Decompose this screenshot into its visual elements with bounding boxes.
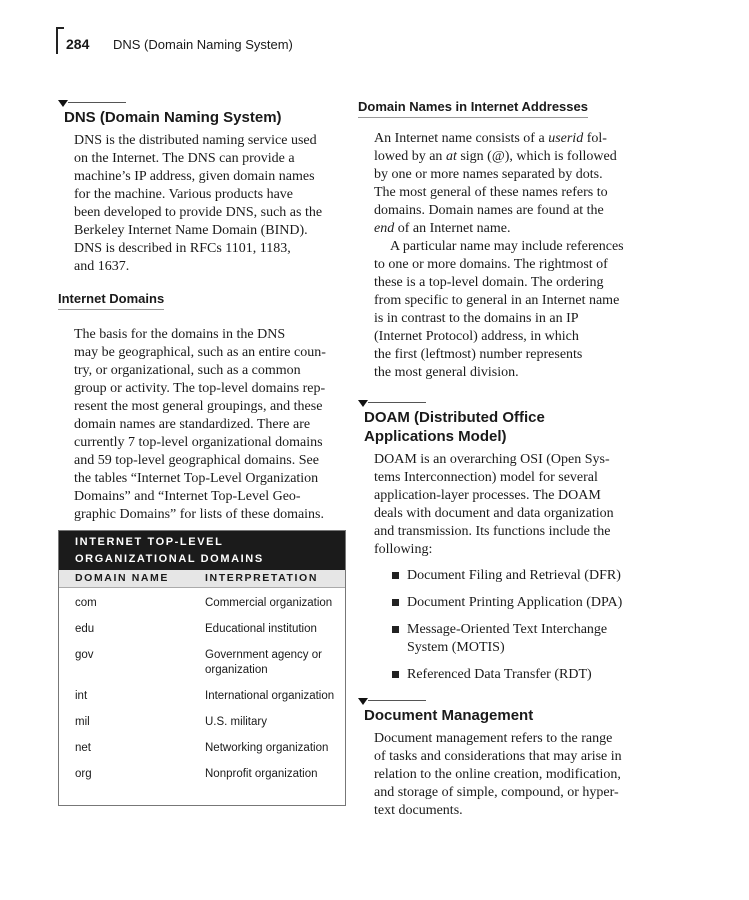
text-line: Domains” and “Internet Top-Level Geo- (74, 489, 301, 504)
table-title-line: ORGANIZATIONAL DOMAINS (75, 553, 264, 565)
heading-line: Applications Model) (364, 428, 507, 445)
cell-interpretation: Commercial organization (205, 597, 333, 609)
list-item-text: Referenced Data Transfer (RDT) (407, 667, 592, 682)
triangle-icon (58, 100, 68, 107)
table-row (59, 767, 345, 782)
text-line: (Internet Protocol) address, in which (374, 329, 579, 344)
cell-interpretation: U.S. military (205, 716, 267, 728)
text-line: DOAM is an overarching OSI (Open Sys- (374, 452, 610, 467)
text-line: may be geographical, such as an entire coun- (74, 345, 326, 360)
internet-domains-heading-wrap (58, 290, 348, 310)
document-management-heading: Document Management (364, 707, 534, 724)
text-line (374, 220, 643, 238)
list-item-text: System (MOTIS) (407, 640, 505, 655)
text-line: and transmission. Its functions include the (374, 524, 611, 539)
section-marker (58, 98, 348, 108)
table-row (59, 741, 345, 756)
text-emphasis: userid (548, 131, 584, 146)
text-line: domains. Domain names are found at the (374, 203, 604, 218)
heading-line: DOAM (Distributed Office (364, 409, 545, 426)
text-line: Berkeley Internet Name Domain (BIND). (74, 223, 308, 238)
table-row (59, 715, 345, 730)
text-line: try, or organizational, such as a common (74, 363, 301, 378)
text-line: for the machine. Various products have (74, 187, 294, 202)
cell-domain: int (75, 690, 88, 702)
cell-interpretation: Educational institution (205, 623, 317, 635)
text-line: and 59 top-level geographical domains. See (74, 453, 319, 468)
text-line: and 1637. (74, 259, 130, 274)
text-line: to one or more domains. The rightmost of (374, 257, 608, 272)
text-line: following: (374, 542, 433, 557)
text-line: relation to the online creation, modification, (374, 767, 621, 782)
text-line: resent the most general groupings, and these (74, 399, 323, 414)
triangle-icon (358, 698, 368, 705)
table-title-line: INTERNET TOP-LEVEL (75, 536, 224, 548)
text-line: the most general division. (374, 365, 519, 380)
internet-domains-heading: Internet Domains (58, 291, 164, 310)
text-line: graphic Domains” for lists of these domains. (74, 507, 325, 522)
text-line: application-layer processes. The DOAM (374, 488, 601, 503)
text-line: currently 7 top-level organizational domains (74, 435, 323, 450)
text-line: tems Interconnection) model for several (374, 470, 598, 485)
doam-body (374, 451, 643, 559)
text-line: by one or more names separated by dots. (374, 167, 603, 182)
text-line: deals with document and data organization (374, 506, 614, 521)
list-item (390, 621, 643, 657)
text-emphasis: end (374, 221, 395, 236)
text-line: been developed to provide DNS, such as the (74, 205, 323, 220)
domains-table (58, 530, 346, 806)
list-item-text: Document Filing and Retrieval (DFR) (407, 568, 621, 583)
column-header-interpretation: INTERPRETATION (205, 572, 319, 584)
column-header-domain-name: DOMAIN NAME (75, 572, 170, 584)
text-line: The basis for the domains in the DNS (74, 327, 286, 342)
text-line (374, 130, 643, 148)
cell-interpretation: Government agency or organization (205, 649, 322, 676)
running-header: DNS (Domain Naming System) (113, 37, 293, 52)
text-line: these is a top-level domain. The ordering (374, 275, 604, 290)
table-row (59, 596, 345, 611)
text-line: from specific to general in an Internet name (374, 293, 620, 308)
cell-interpretation: International organization (205, 690, 335, 702)
list-item-text: Message-Oriented Text Interchange (407, 622, 608, 637)
text-line: and storage of simple, compound, or hyper- (374, 785, 619, 800)
text-line: A particular name may include references (390, 239, 624, 254)
domain-names-heading: Domain Names in Internet Addresses (358, 99, 588, 118)
text-line (374, 148, 643, 166)
text-run: fol- (583, 131, 607, 146)
list-item (390, 567, 643, 585)
section-marker (358, 398, 643, 408)
table-title (59, 531, 345, 570)
table-row (59, 689, 345, 704)
right-column (358, 98, 643, 820)
doam-functions-list (374, 567, 643, 684)
text-run: An Internet name consists of a (374, 131, 549, 146)
cell-domain: org (75, 768, 92, 780)
text-line: the first (leftmost) number represents (374, 347, 583, 362)
table-row (59, 648, 345, 678)
domain-names-heading-wrap (358, 98, 643, 118)
table-row (59, 622, 345, 637)
text-line: is in contrast to the domains in an IP (374, 311, 579, 326)
list-item (390, 666, 643, 684)
dns-body (74, 132, 348, 276)
text-line: the tables “Internet Top-Level Organization (74, 471, 319, 486)
table-body (59, 588, 345, 805)
cell-domain: gov (75, 649, 94, 661)
triangle-icon (358, 400, 368, 407)
text-line: The most general of these names refers to (374, 185, 608, 200)
section-marker (358, 696, 643, 706)
cell-domain: com (75, 597, 97, 609)
cell-domain: net (75, 742, 91, 754)
dns-heading: DNS (Domain Naming System) (64, 109, 282, 126)
text-line: on the Internet. The DNS can provide a (74, 151, 295, 166)
text-run: sign (@), which is followed (456, 149, 617, 164)
marker-rule (368, 700, 426, 701)
marker-rule (68, 102, 126, 103)
page-corner-rule (56, 27, 64, 54)
document-management-body (374, 730, 643, 820)
text-run: of an Internet name. (394, 221, 511, 236)
cell-interpretation: Networking organization (205, 742, 329, 754)
text-line: group or activity. The top-level domains rep- (74, 381, 326, 396)
text-line: Document management refers to the range (374, 731, 613, 746)
text-run: lowed by an (374, 149, 446, 164)
text-line: DNS is described in RFCs 1101, 1183, (74, 241, 291, 256)
text-line: text documents. (374, 803, 463, 818)
marker-rule (368, 402, 426, 403)
text-line: machine’s IP address, given domain names (74, 169, 315, 184)
table-header (59, 570, 345, 588)
cell-interpretation: Nonprofit organization (205, 768, 318, 780)
internet-domains-body (74, 326, 348, 524)
text-emphasis: at (445, 149, 457, 164)
text-line: DNS is the distributed naming service used (74, 133, 317, 148)
left-column (58, 98, 348, 806)
page-number: 284 (66, 36, 90, 52)
text-line: of tasks and considerations that may arise in (374, 749, 622, 764)
domain-names-body (374, 130, 643, 382)
cell-domain: edu (75, 623, 95, 635)
text-line: domain names are standardized. There are (74, 417, 311, 432)
cell-domain: mil (75, 716, 90, 728)
list-item-text: Document Printing Application (DPA) (407, 595, 623, 610)
list-item (390, 594, 643, 612)
doam-heading (364, 408, 643, 446)
